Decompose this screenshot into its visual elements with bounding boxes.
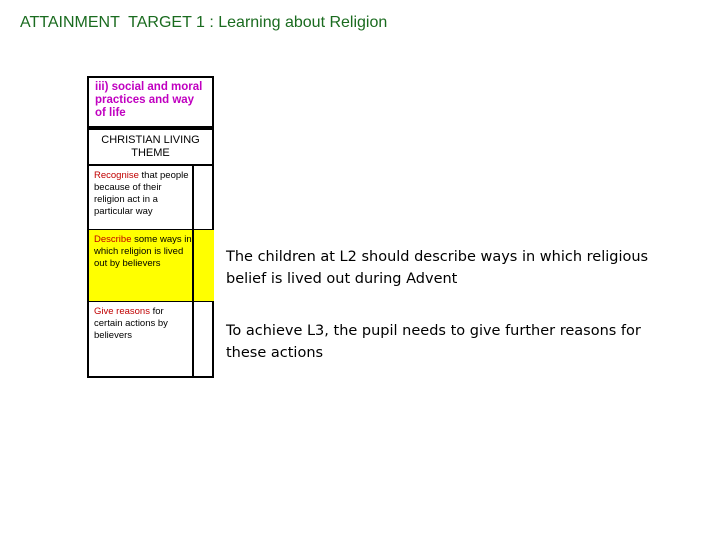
page-title: ATTAINMENT TARGET 1 : Learning about Religion xyxy=(20,14,388,31)
row-keyword: Give reasons xyxy=(94,306,150,317)
row-keyword: Recognise xyxy=(94,170,139,181)
table-row xyxy=(87,166,214,230)
row-rest: for certain actions by believers xyxy=(94,306,168,341)
theme-heading: CHRISTIAN LIVING THEME xyxy=(87,128,214,166)
row-rest: that people because of their religion act in a particular way xyxy=(94,170,189,217)
row-description xyxy=(94,306,192,342)
note-level-2: The children at L2 should describe ways in which religious belief is lived out during Advent xyxy=(226,249,649,287)
level-cell xyxy=(192,166,214,229)
table-row-highlighted xyxy=(87,230,214,302)
level-cell xyxy=(192,302,214,376)
row-rest: some ways in which religion is lived out by believers xyxy=(94,234,192,269)
table-row xyxy=(87,302,214,378)
row-description xyxy=(94,170,192,218)
level-cell xyxy=(192,230,214,301)
row-keyword: Describe xyxy=(94,234,132,245)
row-description xyxy=(94,234,192,270)
strand-heading: iii) social and moral practices and way of life xyxy=(87,76,214,128)
note-level-3: To achieve L3, the pupil needs to give further reasons for these actions xyxy=(226,323,641,361)
